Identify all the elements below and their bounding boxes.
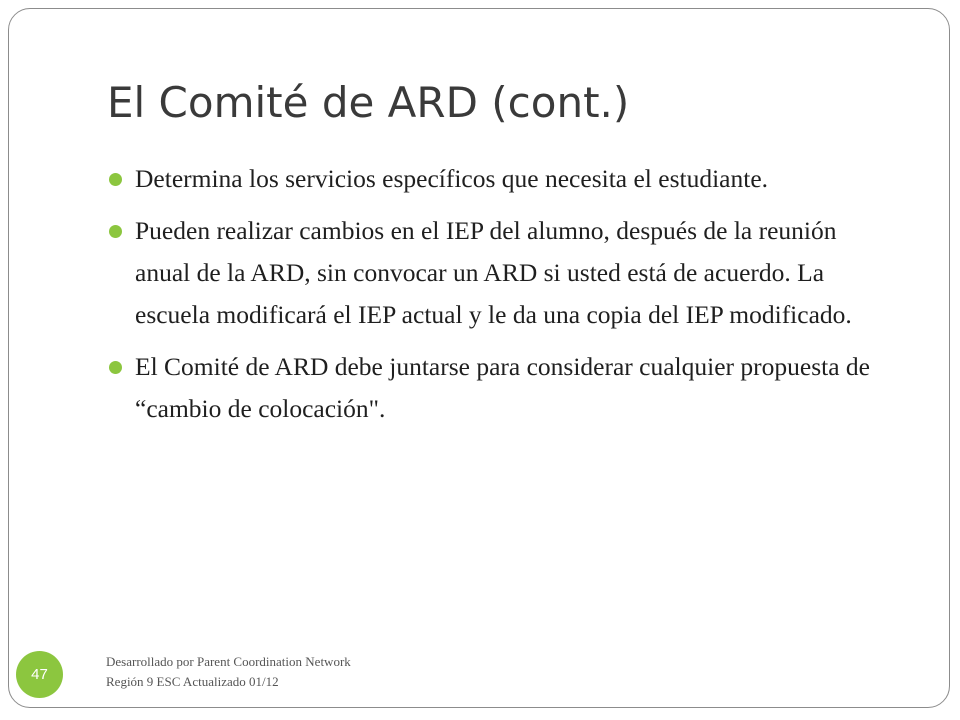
bullet-text: Pueden realizar cambios en el IEP del alumno, después de la reunión anual de la ARD, sin convocar un ARD si usted está de acuerdo. La escuela modificará el IEP actual y le da una copia del IEP modificado. bbox=[135, 216, 852, 329]
bullet-item bbox=[107, 210, 897, 336]
slide-title: El Comité de ARD (cont.) bbox=[107, 78, 630, 127]
bullet-item bbox=[107, 346, 897, 430]
circle-bullet-icon bbox=[109, 173, 122, 186]
page-number-badge: 47 bbox=[16, 651, 63, 698]
slide-footer bbox=[106, 652, 351, 692]
circle-bullet-icon bbox=[109, 225, 122, 238]
footer-line-region: Región 9 ESC Actualizado 01/12 bbox=[106, 674, 279, 689]
circle-bullet-icon bbox=[109, 361, 122, 374]
bullet-text: Determina los servicios específicos que necesita el estudiante. bbox=[135, 164, 769, 193]
bullet-item bbox=[107, 158, 897, 200]
bullet-text: El Comité de ARD debe juntarse para considerar cualquier propuesta de “cambio de colocación". bbox=[135, 352, 870, 423]
bullet-list bbox=[107, 158, 897, 440]
footer-line-credit: Desarrollado por Parent Coordination Network bbox=[106, 654, 351, 669]
